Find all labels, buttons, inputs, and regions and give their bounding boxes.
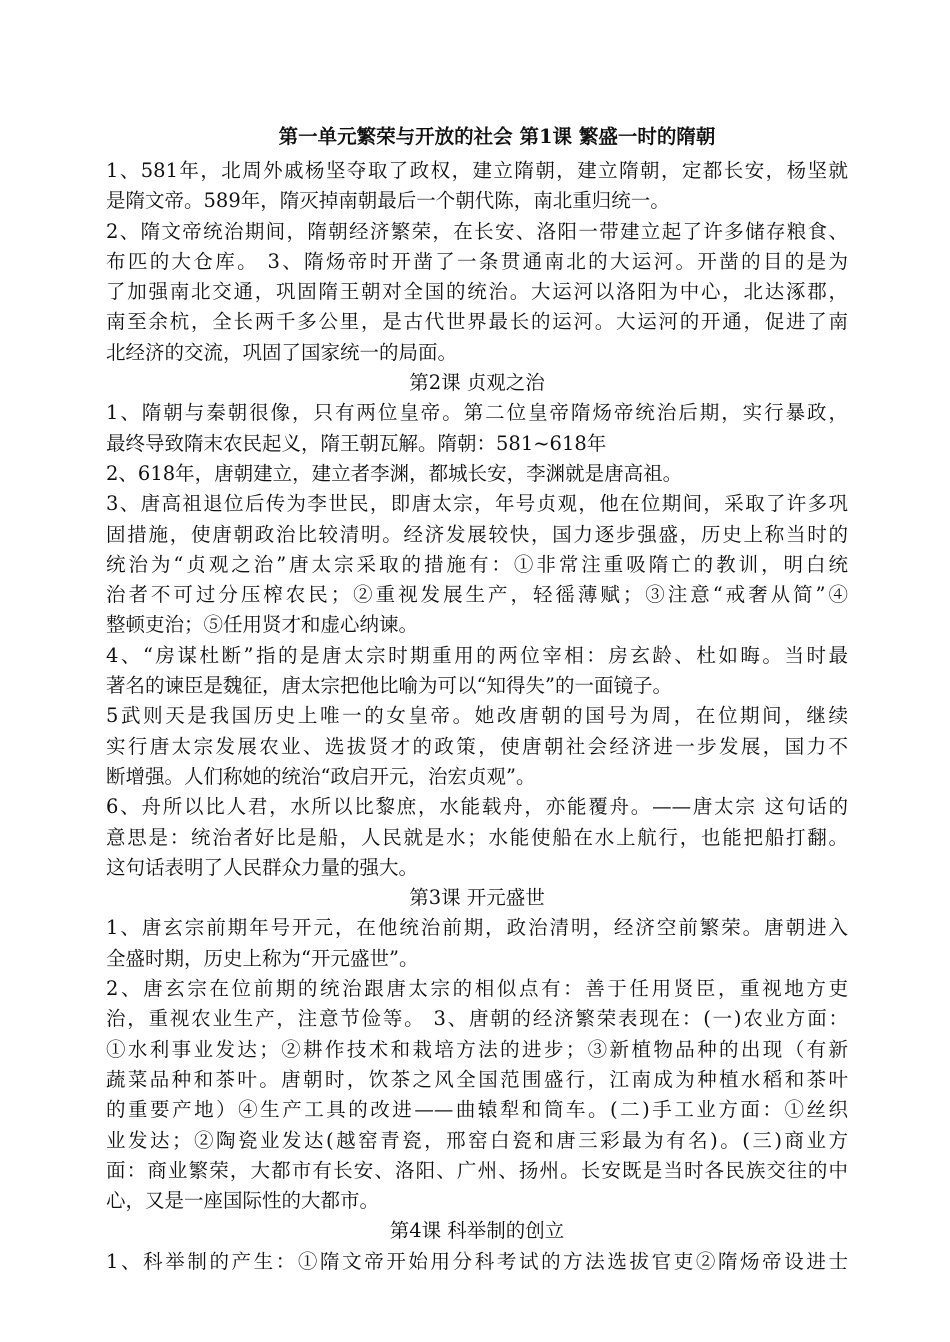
text-line: 5武则天是我国历史上唯一的女皇帝。她改唐朝的国号为周，在位期间，继续 (106, 704, 848, 728)
section-heading: 第2课 贞观之治 (409, 371, 545, 395)
text-line: 的重要产地）④生产工具的改进——曲辕犁和筒车。(二)手工业方面：①丝织 (106, 1098, 848, 1122)
text-line: 最终导致隋末农民起义，隋王朝瓦解。隋朝：581~618年 (106, 431, 607, 455)
text-line: 断增强。人们称她的统治“政启开元，治宏贞观”。 (106, 764, 536, 788)
text-line: 这句话表明了人民群众力量的强大。 (106, 855, 419, 879)
text-line: 意思是：统治者好比是船，人民就是水；水能使船在水上航行，也能把船打翻。 (106, 825, 848, 849)
text-line: 业发达；②陶瓷业发达(越窑青瓷，邢窑白瓷和唐三彩最为有名)。(三)商业方 (106, 1128, 848, 1152)
text-line: 治，重视农业生产，注意节俭等。 3、唐朝的经济繁荣表现在：(一)农业方面： (106, 1007, 848, 1031)
text-line: 4、“房谋杜断”指的是唐太宗时期重用的两位宰相：房玄龄、杜如晦。当时最 (106, 643, 848, 667)
section-heading: 第4课 科举制的创立 (389, 1219, 565, 1243)
text-line: 1、唐玄宗前期年号开元，在他统治前期，政治清明，经济空前繁荣。唐朝进入 (106, 916, 848, 940)
text-line: 布匹的大仓库。 3、隋炀帝时开凿了一条贯通南北的大运河。开凿的目的是为 (106, 249, 848, 273)
text-line: 面：商业繁荣，大都市有长安、洛阳、广州、扬州。长安既是当时各民族交往的中 (106, 1158, 848, 1182)
text-line: 整顿吏治；⑤任用贤才和虚心纳谏。 (106, 613, 419, 637)
text-line: ①水利事业发达；②耕作技术和栽培方法的进步；③新植物品种的出现（有新 (106, 1037, 848, 1061)
text-line: 了加强南北交通，巩固隋王朝对全国的统治。大运河以洛阳为中心，北达涿郡， (106, 280, 848, 304)
text-line: 心，又是一座国际性的大都市。 (106, 1189, 380, 1213)
section-heading: 第3课 开元盛世 (409, 886, 545, 910)
text-line: 2、唐玄宗在位前期的统治跟唐太宗的相似点有：善于任用贤臣，重视地方吏 (106, 977, 848, 1001)
text-line: 北经济的交流，巩固了国家统一的局面。 (106, 340, 458, 364)
text-line: 全盛时期，历史上称为“开元盛世”。 (106, 946, 419, 970)
text-line: 1、581年，北周外戚杨坚夺取了政权，建立隋朝，建立隋朝，定都长安，杨坚就 (106, 159, 848, 182)
text-line: 南至余杭，全长两千多公里，是古代世界最长的运河。大运河的开通，促进了南 (106, 310, 848, 334)
document-title: 第一单元繁荣与开放的社会 第1课 繁盛一时的隋朝 (278, 125, 716, 148)
text-line: 实行唐太宗发展农业、选拔贤才的政策，使唐朝社会经济进一步发展，国力不 (106, 734, 848, 758)
text-line: 蔬菜品种和茶叶。唐朝时，饮茶之风全国范围盛行，江南成为种植水稻和茶叶 (106, 1067, 848, 1091)
text-line: 1、科举制的产生：①隋文帝开始用分科考试的方法选拔官吏②隋炀帝设进士 (106, 1249, 848, 1273)
text-line: 治者不可过分压榨农民；②重视发展生产，轻徭薄赋；③注意“戒奢从简”④ (106, 583, 848, 607)
document-body (106, 156, 848, 1277)
text-line: 6、舟所以比人君，水所以比黎庶，水能载舟，亦能覆舟。——唐太宗 这句话的 (106, 795, 848, 819)
document-page (106, 118, 848, 1277)
text-line: 统治为“贞观之治”唐太宗采取的措施有：①非常注重吸隋亡的教训，明白统 (106, 552, 848, 576)
text-line: 固措施，使唐朝政治比较清明。经济发展较快，国力逐步强盛，历史上称当时的 (106, 522, 848, 546)
text-line: 3、唐高祖退位后传为李世民，即唐太宗，年号贞观，他在位期间，采取了许多巩 (106, 492, 848, 516)
text-line: 2、618年，唐朝建立，建立者李渊，都城长安，李渊就是唐高祖。 (106, 461, 683, 485)
text-line: 1、隋朝与秦朝很像，只有两位皇帝。第二位皇帝隋炀帝统治后期，实行暴政， (106, 401, 848, 425)
text-line: 是隋文帝。589年，隋灭掉南朝最后一个朝代陈，南北重归统一。 (106, 189, 670, 213)
text-line: 著名的谏臣是魏征，唐太宗把他比喻为可以“知得失”的一面镜子。 (106, 674, 672, 698)
text-line: 2、隋文帝统治期间，隋朝经济繁荣，在长安、洛阳一带建立起了许多储存粮食、 (106, 219, 848, 243)
